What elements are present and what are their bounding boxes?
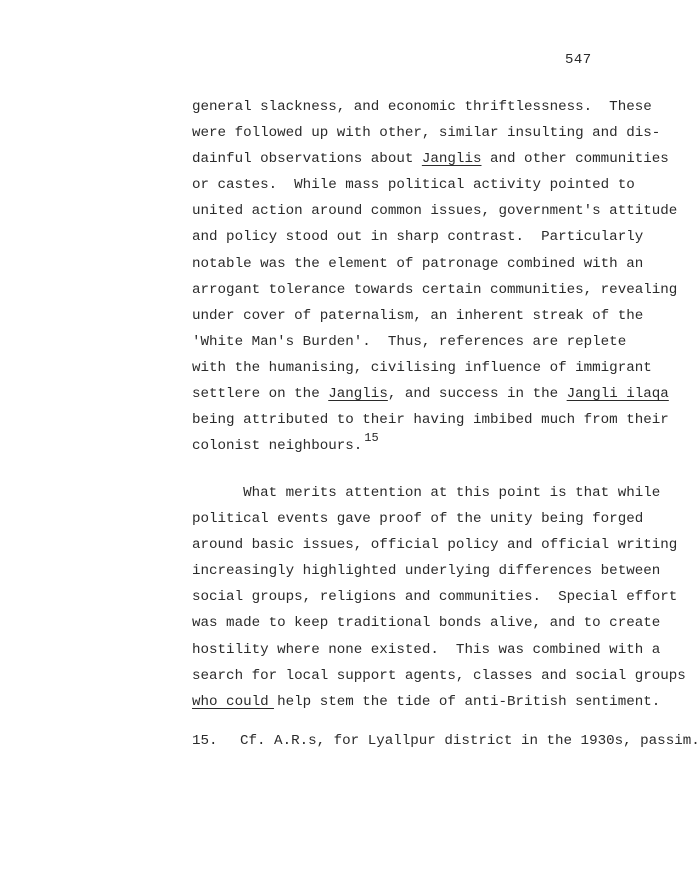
text-segment: colonist neighbours. <box>192 438 363 455</box>
footnote-number: 15. <box>192 733 218 749</box>
text-line: around basic issues, official policy and official writing <box>192 537 678 554</box>
text-line: arrogant tolerance towards certain communities, revealing <box>192 281 678 298</box>
text-line: general slackness, and economic thriftlessness. These <box>192 99 652 115</box>
footnote-text: Cf. A.R.s, for Lyallpur district in the 1930s, passim. <box>240 733 700 749</box>
footnote-reference: 15 <box>364 431 379 446</box>
text-line: social groups, religions and communities. Special effort <box>192 589 678 606</box>
text-line: political events gave proof of the unity being forged <box>192 511 644 528</box>
text-segment: settlere on the <box>192 386 329 403</box>
footnote <box>192 728 700 754</box>
text-line: 'White Man's Burden'. Thus, references are replete <box>192 333 627 350</box>
paragraph-2 <box>192 480 686 715</box>
text-segment: , and success in the <box>387 386 567 403</box>
paragraph-1 <box>192 94 678 459</box>
underlined-term: Janglis <box>328 386 388 403</box>
text-line: What merits attention at this point is that while <box>192 485 661 501</box>
text-segment: dainful observations about <box>192 151 422 168</box>
page-number: 547 <box>565 52 592 68</box>
text-line: were followed up with other, similar insulting and dis- <box>192 125 661 142</box>
underlined-term: Janglis <box>421 151 482 168</box>
text-line <box>192 433 662 459</box>
text-line: being attributed to their having imbibed much from their <box>192 412 669 429</box>
text-line: hostility where none existed. This was combined with a <box>192 641 661 658</box>
text-line: united action around common issues, government's attitude <box>192 203 678 220</box>
text-line <box>192 146 669 172</box>
text-line: search for local support agents, classes and social groups <box>192 667 686 684</box>
text-line <box>192 381 669 407</box>
text-line: under cover of paternalism, an inherent streak of the <box>192 307 644 324</box>
text-line: who could help stem the tide of anti-British sentiment. <box>192 693 661 710</box>
footnote-divider <box>192 708 274 709</box>
text-segment: and other communities <box>481 151 669 168</box>
text-line: increasingly highlighted underlying differences between <box>192 563 661 580</box>
text-line: was made to keep traditional bonds alive, and to create <box>192 615 661 632</box>
text-line: and policy stood out in sharp contrast. Particularly <box>192 229 644 246</box>
underlined-term: Jangli ilaqa <box>566 386 669 403</box>
text-line: or castes. While mass political activity pointed to <box>192 177 635 194</box>
text-line: notable was the element of patronage combined with an <box>192 255 644 272</box>
text-line: with the humanising, civilising influence of immigrant <box>192 359 652 376</box>
